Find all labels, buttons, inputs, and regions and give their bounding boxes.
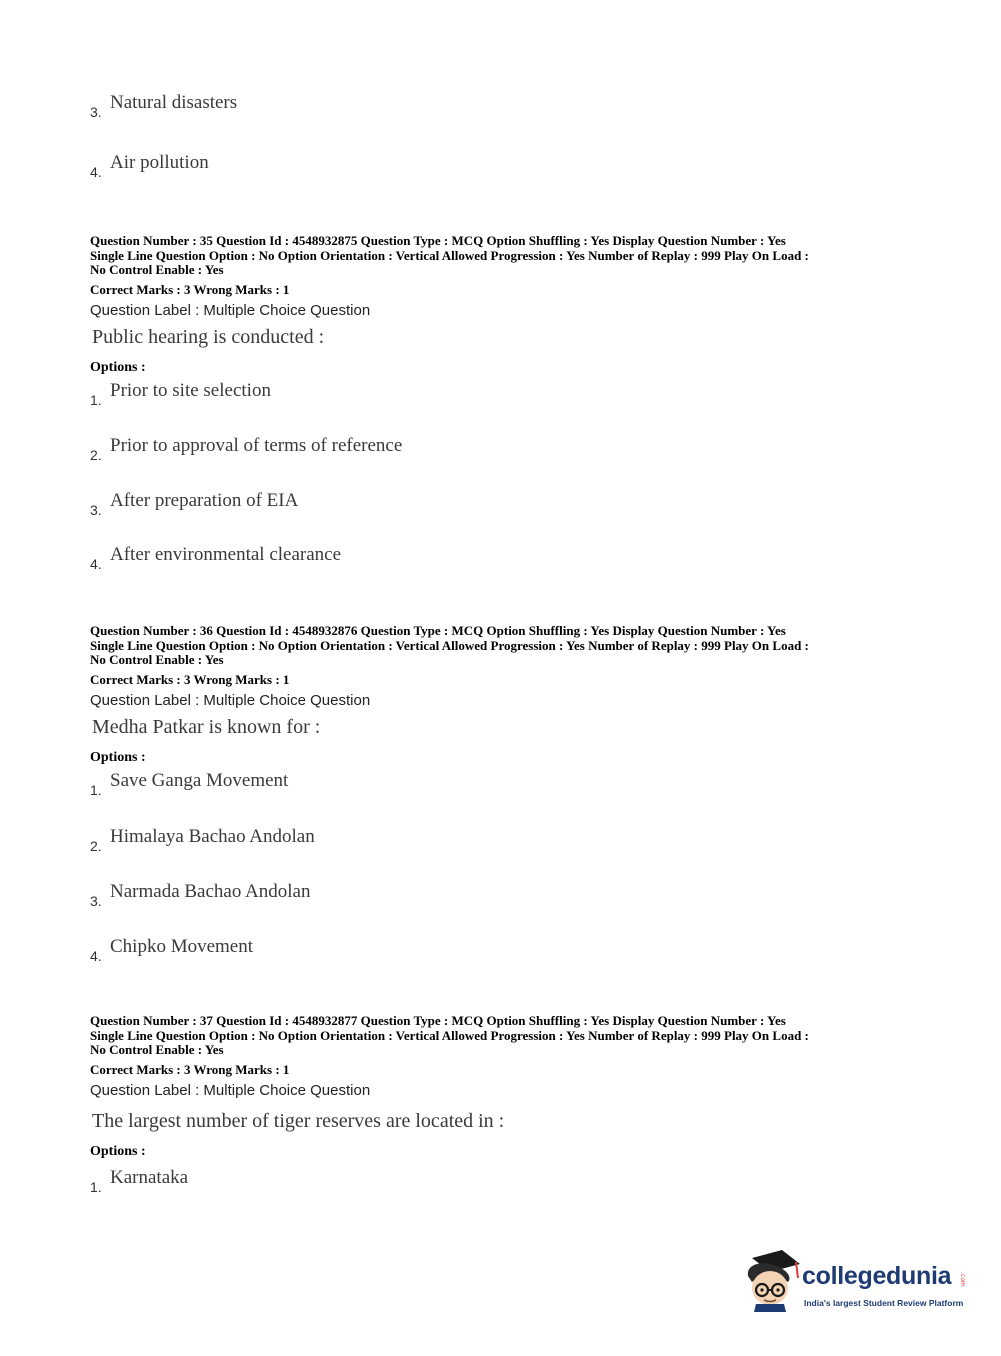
option-number: 1. [90, 1179, 102, 1195]
option-text: After preparation of EIA [110, 490, 299, 511]
logo-tagline: India's largest Student Review Platform [804, 1298, 964, 1308]
option-text: Himalaya Bachao Andolan [110, 826, 315, 847]
meta-line: No Control Enable : Yes [90, 652, 224, 667]
option-text: Karnataka [110, 1167, 189, 1188]
option-text: After environmental clearance [110, 544, 342, 565]
question-text: Public hearing is conducted : [92, 326, 325, 348]
meta-line: No Control Enable : Yes [90, 262, 224, 277]
option-text: Natural disasters [110, 92, 238, 113]
marks-info: Correct Marks : 3 Wrong Marks : 1 [90, 1062, 290, 1077]
collegedunia-logo[interactable] [742, 1248, 972, 1320]
option-text: Narmada Bachao Andolan [110, 881, 311, 902]
meta-line: Single Line Question Option : No Option Orientation : Vertical Allowed Progression : Yes Number of Replay : 999 Play On Load : [90, 637, 809, 653]
question-meta [90, 624, 920, 668]
question-label: Question Label : Multiple Choice Question [90, 692, 371, 709]
option-text: Chipko Movement [110, 936, 254, 957]
logo-suffix: .com [959, 1272, 966, 1287]
option-number: 4. [90, 164, 102, 180]
marks-info: Correct Marks : 3 Wrong Marks : 1 [90, 282, 290, 297]
meta-line: No Control Enable : Yes [90, 1042, 224, 1057]
question-text: The largest number of tiger reserves are located in : [92, 1110, 505, 1132]
option-number: 4. [90, 556, 102, 572]
option-number: 4. [90, 948, 102, 964]
question-text: Medha Patkar is known for : [92, 716, 321, 738]
option-text: Prior to approval of terms of reference [110, 435, 403, 456]
meta-line: Single Line Question Option : No Option Orientation : Vertical Allowed Progression : Yes Number of Replay : 999 Play On Load : [90, 247, 809, 263]
question-label: Question Label : Multiple Choice Question [90, 1082, 371, 1099]
option-text: Air pollution [110, 152, 209, 173]
options-heading: Options : [90, 750, 146, 765]
option-number: 1. [90, 782, 102, 798]
option-number: 3. [90, 104, 102, 120]
meta-line: Question Number : 35 Question Id : 4548932875 Question Type : MCQ Option Shuffling : Yes Display Question Number : Yes [90, 233, 786, 248]
meta-line: Question Number : 36 Question Id : 4548932876 Question Type : MCQ Option Shuffling : Yes Display Question Number : Yes [90, 623, 786, 638]
meta-line: Single Line Question Option : No Option Orientation : Vertical Allowed Progression : Yes Number of Replay : 999 Play On Load : [90, 1027, 809, 1043]
option-number: 1. [90, 392, 102, 408]
options-heading: Options : [90, 360, 146, 375]
option-text: Prior to site selection [110, 380, 271, 401]
meta-line: Question Number : 37 Question Id : 4548932877 Question Type : MCQ Option Shuffling : Yes Display Question Number : Yes [90, 1013, 786, 1028]
question-meta [90, 1014, 920, 1058]
logo-brand-text: collegedunia [802, 1262, 952, 1290]
option-number: 3. [90, 502, 102, 518]
mascot-icon [742, 1248, 802, 1312]
option-text: Save Ganga Movement [110, 770, 289, 791]
question-label: Question Label : Multiple Choice Question [90, 302, 371, 319]
options-heading: Options : [90, 1144, 146, 1159]
option-number: 3. [90, 893, 102, 909]
option-number: 2. [90, 447, 102, 463]
option-number: 2. [90, 838, 102, 854]
marks-info: Correct Marks : 3 Wrong Marks : 1 [90, 672, 290, 687]
question-meta [90, 234, 920, 278]
